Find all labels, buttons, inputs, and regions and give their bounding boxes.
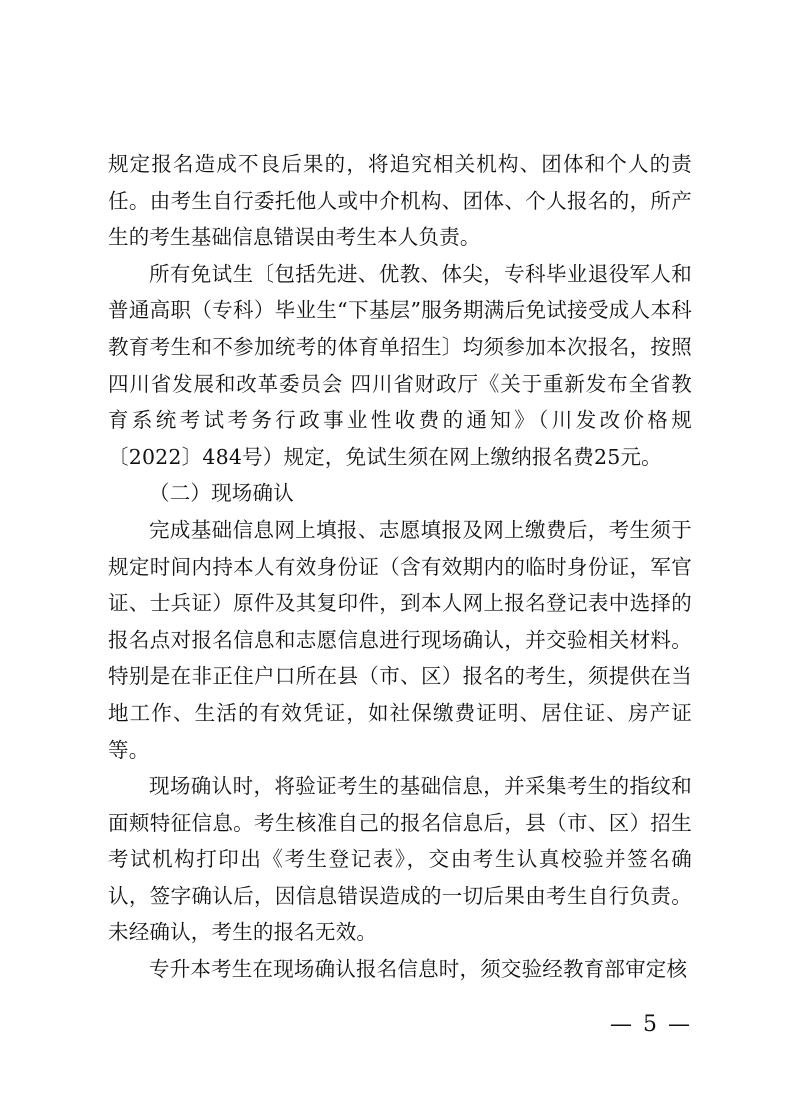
page-number: — 5 —	[610, 1012, 692, 1037]
paragraph-verification: 现场确认时，将验证考生的基础信息，并采集考生的指纹和面颊特征信息。考生核准自己的报名信息后，县（市、区）招生考试机构打印出《考生登记表》，交由考生认真校验并签名确认，签字确认后，因信息错误造成的一切后果由考生自行负责。未经确认，考生的报名无效。	[108, 774, 692, 945]
paragraph-upgrade-students: 专升本考生在现场确认报名信息时，须交验经教育部审定核	[149, 957, 688, 982]
paragraph-exempt-students: 所有免试生〔包括先进、优教、体尖，专科毕业退役军人和普通高职（专科）毕业生“下基层”服务期满后免试接受成人本科教育考生和不参加统考的体育单招生〕均须参加本次报名，按照四川省发展和改革委员会 四川省财政厅《关于重新发布全省教育系统考试考务行政事业性收费的通知》（川发改价格规〔2022〕484号）规定，免试生须在网上缴纳报名费25元。	[108, 261, 692, 469]
paragraph-onsite-confirmation: 完成基础信息网上填报、志愿填报及网上缴费后，考生须于规定时间内持本人有效身份证（含有效期内的临时身份证，军官证、士兵证）原件及其复印件，到本人网上报名登记表中选择的报名点对报名信息和志愿信息进行现场确认，并交验相关材料。特别是在非正住户口所在县（市、区）报名的考生，须提供在当地工作、生活的有效凭证，如社保缴费证明、居住证、房产证等。	[108, 517, 692, 762]
document-body	[108, 146, 692, 988]
paragraph-responsibility: 规定报名造成不良后果的，将追究相关机构、团体和个人的责任。由考生自行委托他人或中介机构、团体、个人报名的，所产生的考生基础信息错误由考生本人负责。	[108, 152, 692, 250]
section-heading-onsite-confirmation: （二）现场确认	[149, 481, 294, 506]
